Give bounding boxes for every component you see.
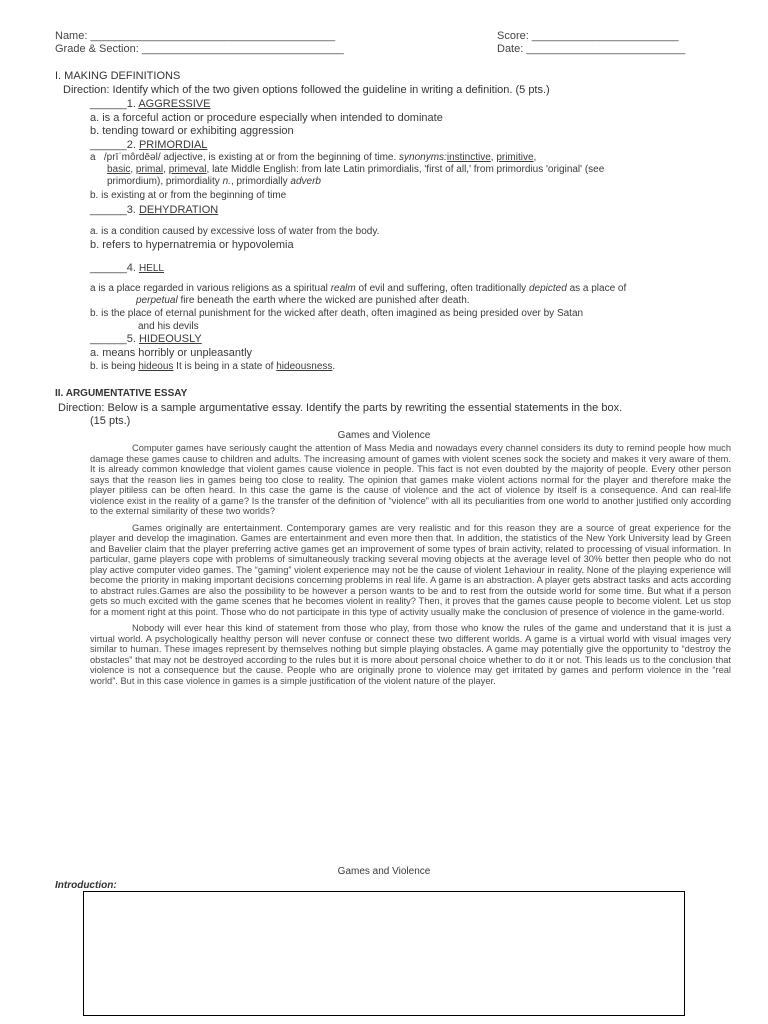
item2-option-b: b. is existing at or from the beginning of time: [90, 190, 287, 201]
item4-a-depicted: depicted: [528, 283, 567, 294]
item2-l3-mid: , primordially: [230, 176, 288, 187]
item4-a-end: as a place of: [569, 283, 627, 294]
grade-section-field: Grade & Section: _________________________________: [55, 43, 344, 55]
item2-l2-syn2: primal: [135, 164, 164, 175]
date-field: Date: __________________________: [497, 43, 686, 55]
item2-option-a-line3: [107, 176, 321, 187]
score-field: Score: ________________________: [497, 30, 679, 42]
item2-l2-sep2: ,: [163, 164, 166, 175]
item4-word: HELL: [138, 263, 164, 274]
part1-title: I. MAKING DEFINITIONS: [55, 70, 181, 82]
introduction-label: Introduction:: [55, 880, 117, 891]
item2-option-a-line2: [107, 164, 604, 175]
introduction-answer-box[interactable]: [83, 891, 685, 1016]
item4-a-perpetual: perpetual: [136, 295, 178, 306]
item1-blank: ______1.: [90, 98, 136, 110]
item4-a-rest: fire beneath the earth where the wicked are punished after death.: [180, 295, 470, 306]
item2-syn2: primitive: [496, 152, 534, 163]
item4-a-realm: realm: [330, 283, 356, 294]
item5-b-end: .: [332, 361, 336, 372]
item2-heading: [90, 139, 207, 151]
item2-l3-text: primordium), primordiality: [107, 176, 220, 187]
item2-l3-n: n.: [222, 176, 231, 187]
answer-title: Games and Violence: [337, 866, 431, 877]
item3-blank: ______3.: [90, 204, 136, 216]
item4-option-a-line1: [90, 283, 626, 294]
item4-option-a-line2: [136, 295, 470, 306]
item5-b-mid: It is being in a state of: [173, 361, 274, 372]
item4-a-pre: a is a place regarded in various religions as a spiritual: [90, 283, 328, 294]
part2-title: II. ARGUMENTATIVE ESSAY: [55, 388, 188, 399]
essay-paragraph-3: Nobody will ever hear this kind of statement from those who play, from those who know the rules of the game and understand that it is just a virtual world. A psychologically healthy person will never confuse or connect these two different worlds. A game is a virtual world with visual images very similar to human. These images represent by themselves nothing but simple playing obstacles. A game may potentially give the opportunity to “destroy the obstacles” that may not be destroyed according to the rules but it is more about personal choice whether to do it or not. This leads us to the conclusion that violence is not a consequence but the cause. People who are originally prone to violence may get irritated by games and perform violence in the “real world”. But in this case violence in games is a simple justification of the violent nature of the player.: [90, 623, 731, 686]
item2-sep2: ,: [533, 152, 537, 163]
part1-direction: Direction: Identify which of the two given options followed the guideline in writing a definition. (5 pts.): [63, 84, 550, 96]
item2-l2-syn1: basic: [107, 164, 131, 175]
item1-option-b: b. tending toward or exhibiting aggression: [90, 125, 294, 137]
item2-l3-adv: adverb: [290, 176, 321, 187]
item2-syn-label: synonyms:: [399, 152, 447, 163]
item1-heading: [90, 98, 210, 110]
item2-sep1: ,: [490, 152, 494, 163]
item5-option-a: a. means horribly or unpleasantly: [90, 347, 253, 359]
item1-word: AGGRESSIVE: [138, 98, 211, 110]
item5-option-b: [90, 361, 335, 372]
essay-title: Games and Violence: [337, 430, 431, 441]
item4-blank: ______4.: [90, 262, 136, 274]
essay-paragraph-1: Computer games have seriously caught the attention of Mass Media and nowadays every channel considers its duty to remind people how much damage these games cause to children and adults. The increasing amount of games with violent scenes sock the society and makes it very aware of them. It is already common knowledge that violent games cause violence in people. This fact is not even doubted by the majority of people. Every other person says that the reason lies in games being too close to reality. The opinion that games make violent actions normal for the player and therefore make the player pitiless can be often heard. In this case the game is the cause of violence and the act of violence by itself is a consequence. And can real-life violence exist in the reality of a game? Is the transfer of the definition of “violence” with all its peculiarities from one world to another justified only according to the external similarity of these two worlds?: [90, 443, 731, 516]
item5-word: HIDEOUSLY: [138, 333, 202, 345]
item2-a-pron: /prīˈmôrdēəl/ adjective, is existing at or from the beginning of time.: [103, 152, 397, 163]
item5-blank: ______5.: [90, 333, 136, 345]
item4-option-b-line1: b. is the place of eternal punishment for the wicked after death, often imagined as being presided over by Satan: [90, 308, 584, 319]
item3-option-a: a. is a condition caused by excessive loss of water from the body.: [90, 226, 380, 237]
part2-direction: Direction: Below is a sample argumentative essay. Identify the parts by rewriting the essential statements in the box.: [58, 402, 623, 414]
item5-b-w2: hideousness: [276, 361, 333, 372]
part2-points: (15 pts.): [90, 415, 131, 427]
item4-heading: [90, 262, 164, 274]
item2-l2-sep1: ,: [130, 164, 134, 175]
name-field: Name: ________________________________________: [55, 30, 336, 42]
item4-option-b-line2: and his devils: [138, 321, 199, 332]
item2-l2-rest: , late Middle English: from late Latin primordialis, 'first of all,' from primordius 'original' (see: [206, 164, 605, 175]
item2-option-a-line1: [90, 152, 536, 163]
item5-b-pre: b. is being: [90, 361, 136, 372]
item3-option-b: b. refers to hypernatremia or hypovolemia: [90, 239, 294, 251]
item2-l2-syn3: primeval: [168, 164, 207, 175]
item3-word: DEHYDRATION: [138, 204, 219, 216]
essay-paragraph-2: Games originally are entertainment. Contemporary games are very realistic and for this reason they are a source of great experience for the player and develop the imagination. Games are entertainment and even more then that. In addition, the statistics of the New York University lead by Green and Bavelier claim that the player preferring active games get an improvement of some types of brain activity, related to processing of visual information. In particular, game players cope with problems of simultaneously tracking several moving objects at the average level of 30% better then people who do not play active computer video games. The “gaming” violent experience may not be the cause of violent 1ehaviour in reality. None of the playing experience will become the priority in making important decisions concerning problems in real life. A game is an abstraction. A player gets abstract tasks and acts according to abstract rules.Games are also the possibility to be however a person wants to be and to rest from the outside world for some time. But what if a person gets so much excited with the game scenes that he becomes violent in reality? Then, it proves that the games cause people to become violent. Let us stop for a moment right at this point. Those who do not participate in this type of activity usually make the conclusion of presence of violence in the game-world.: [90, 522, 731, 617]
item3-heading: [90, 204, 218, 216]
item2-syn1: instinctive: [446, 152, 491, 163]
item4-a-mid: of evil and suffering, often traditionally: [358, 283, 527, 294]
item5-b-w1: hideous: [138, 361, 174, 372]
item1-option-a: a. is a forceful action or procedure especially when intended to dominate: [90, 112, 443, 124]
item2-word: PRIMORDIAL: [138, 139, 208, 151]
item5-heading: [90, 333, 202, 345]
item2-blank: ______2.: [90, 139, 136, 151]
essay-body: [90, 443, 731, 692]
item2-a-label: a: [90, 152, 96, 163]
